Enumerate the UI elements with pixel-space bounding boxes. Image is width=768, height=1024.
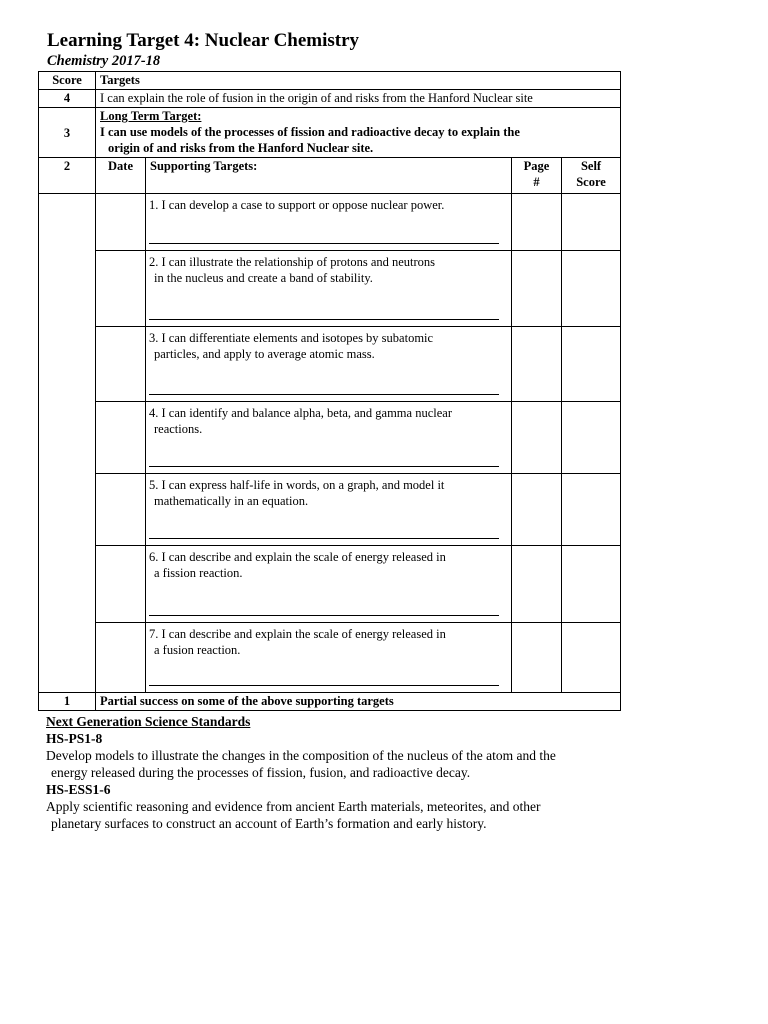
self-score-cell[interactable] xyxy=(562,623,621,693)
self-score-cell[interactable] xyxy=(562,194,621,251)
answer-line[interactable] xyxy=(149,685,499,686)
answer-line[interactable] xyxy=(149,538,499,539)
supporting-target-text-cont: a fusion reaction. xyxy=(154,643,241,657)
date-cell[interactable] xyxy=(96,327,146,402)
supporting-target-row xyxy=(39,402,621,474)
score-2-cell: 2 xyxy=(39,158,96,194)
supporting-target-text-cont: particles, and apply to average atomic mass. xyxy=(154,347,375,361)
standard-description: Develop models to illustrate the changes in the composition of the nucleus of the atom and the xyxy=(46,748,556,763)
score-header: Score xyxy=(39,72,96,90)
standards-section xyxy=(46,713,646,832)
page-number-cell[interactable] xyxy=(512,623,562,693)
long-term-target-line2: origin of and risks from the Hanford Nuclear site. xyxy=(108,141,374,155)
long-term-target-label: Long Term Target: xyxy=(100,109,202,123)
supporting-target-6 xyxy=(146,546,512,623)
score-2-blank-cell xyxy=(39,194,96,693)
supporting-target-text-cont: in the nucleus and create a band of stability. xyxy=(154,271,373,285)
supporting-target-5 xyxy=(146,474,512,546)
supporting-target-text: 6. I can describe and explain the scale of energy released in xyxy=(149,550,446,564)
supporting-target-row xyxy=(39,194,621,251)
score-1-target: Partial success on some of the above supporting targets xyxy=(96,693,621,711)
long-term-target-cell xyxy=(96,108,621,158)
self-score-cell[interactable] xyxy=(562,474,621,546)
date-cell[interactable] xyxy=(96,194,146,251)
long-term-target-line1: I can use models of the processes of fission and radioactive decay to explain the xyxy=(100,125,520,139)
answer-line[interactable] xyxy=(149,394,499,395)
standard-description-cont: planetary surfaces to construct an account of Earth’s formation and early history. xyxy=(51,816,487,831)
targets-header: Targets xyxy=(96,72,621,90)
supporting-target-4 xyxy=(146,402,512,474)
score-4-cell: 4 xyxy=(39,90,96,108)
score-3-row xyxy=(39,108,621,158)
score-3-cell: 3 xyxy=(39,108,96,158)
page-header-line1: Page xyxy=(523,159,550,173)
supporting-target-text: 5. I can express half-life in words, on a graph, and model it xyxy=(149,478,445,492)
supporting-target-text: 2. I can illustrate the relationship of protons and neutrons xyxy=(149,255,436,269)
supporting-target-2 xyxy=(146,251,512,327)
score-1-cell: 1 xyxy=(39,693,96,711)
page-number-cell[interactable] xyxy=(512,402,562,474)
answer-line[interactable] xyxy=(149,319,499,320)
supporting-target-row xyxy=(39,546,621,623)
score-4-row xyxy=(39,90,621,108)
supporting-target-text-cont: mathematically in an equation. xyxy=(154,494,309,508)
supporting-target-row xyxy=(39,474,621,546)
standards-heading: Next Generation Science Standards xyxy=(46,714,251,729)
supporting-target-text: 3. I can differentiate elements and isotopes by subatomic xyxy=(149,331,434,345)
self-score-cell[interactable] xyxy=(562,546,621,623)
supporting-target-1 xyxy=(146,194,512,251)
self-score-cell[interactable] xyxy=(562,402,621,474)
date-cell[interactable] xyxy=(96,546,146,623)
page-number-cell[interactable] xyxy=(512,327,562,402)
page-number-cell[interactable] xyxy=(512,546,562,623)
answer-line[interactable] xyxy=(149,243,499,244)
date-cell[interactable] xyxy=(96,251,146,327)
self-score-header-line2: Score xyxy=(576,175,606,189)
supporting-target-7 xyxy=(146,623,512,693)
page-number-cell[interactable] xyxy=(512,194,562,251)
supporting-target-row xyxy=(39,327,621,402)
self-score-header xyxy=(562,158,621,194)
page-number-cell[interactable] xyxy=(512,251,562,327)
standard-code: HS-PS1-8 xyxy=(46,731,103,746)
score-1-row xyxy=(39,693,621,711)
table-header-row xyxy=(39,72,621,90)
date-cell[interactable] xyxy=(96,623,146,693)
supporting-target-3 xyxy=(146,327,512,402)
date-cell[interactable] xyxy=(96,402,146,474)
self-score-header-line1: Self xyxy=(580,159,602,173)
standard-description-cont: energy released during the processes of fission, fusion, and radioactive decay. xyxy=(51,765,471,780)
supporting-target-text-cont: reactions. xyxy=(154,422,203,436)
supporting-target-row xyxy=(39,251,621,327)
supporting-targets-header: Supporting Targets: xyxy=(146,158,512,194)
page-subtitle: Chemistry 2017-18 xyxy=(47,53,161,69)
supporting-target-text: 4. I can identify and balance alpha, beta, and gamma nuclear xyxy=(149,406,452,420)
standard-description: Apply scientific reasoning and evidence from ancient Earth materials, meteorites, and other xyxy=(46,799,541,814)
page-header-line2: # xyxy=(533,175,540,189)
page-title: Learning Target 4: Nuclear Chemistry xyxy=(47,30,360,51)
date-cell[interactable] xyxy=(96,474,146,546)
page-number-header xyxy=(512,158,562,194)
date-header: Date xyxy=(96,158,146,194)
supporting-target-row xyxy=(39,623,621,693)
page-number-cell[interactable] xyxy=(512,474,562,546)
self-score-cell[interactable] xyxy=(562,327,621,402)
self-score-cell[interactable] xyxy=(562,251,621,327)
answer-line[interactable] xyxy=(149,466,499,467)
learning-target-table xyxy=(38,71,621,711)
supporting-target-text: 7. I can describe and explain the scale of energy released in xyxy=(149,627,446,641)
supporting-target-text: 1. I can develop a case to support or oppose nuclear power. xyxy=(149,198,445,212)
score-4-target: I can explain the role of fusion in the origin of and risks from the Hanford Nuclear site xyxy=(96,90,621,108)
score-2-header-row xyxy=(39,158,621,194)
standard-code: HS-ESS1-6 xyxy=(46,782,111,797)
answer-line[interactable] xyxy=(149,615,499,616)
supporting-target-text-cont: a fission reaction. xyxy=(154,566,243,580)
